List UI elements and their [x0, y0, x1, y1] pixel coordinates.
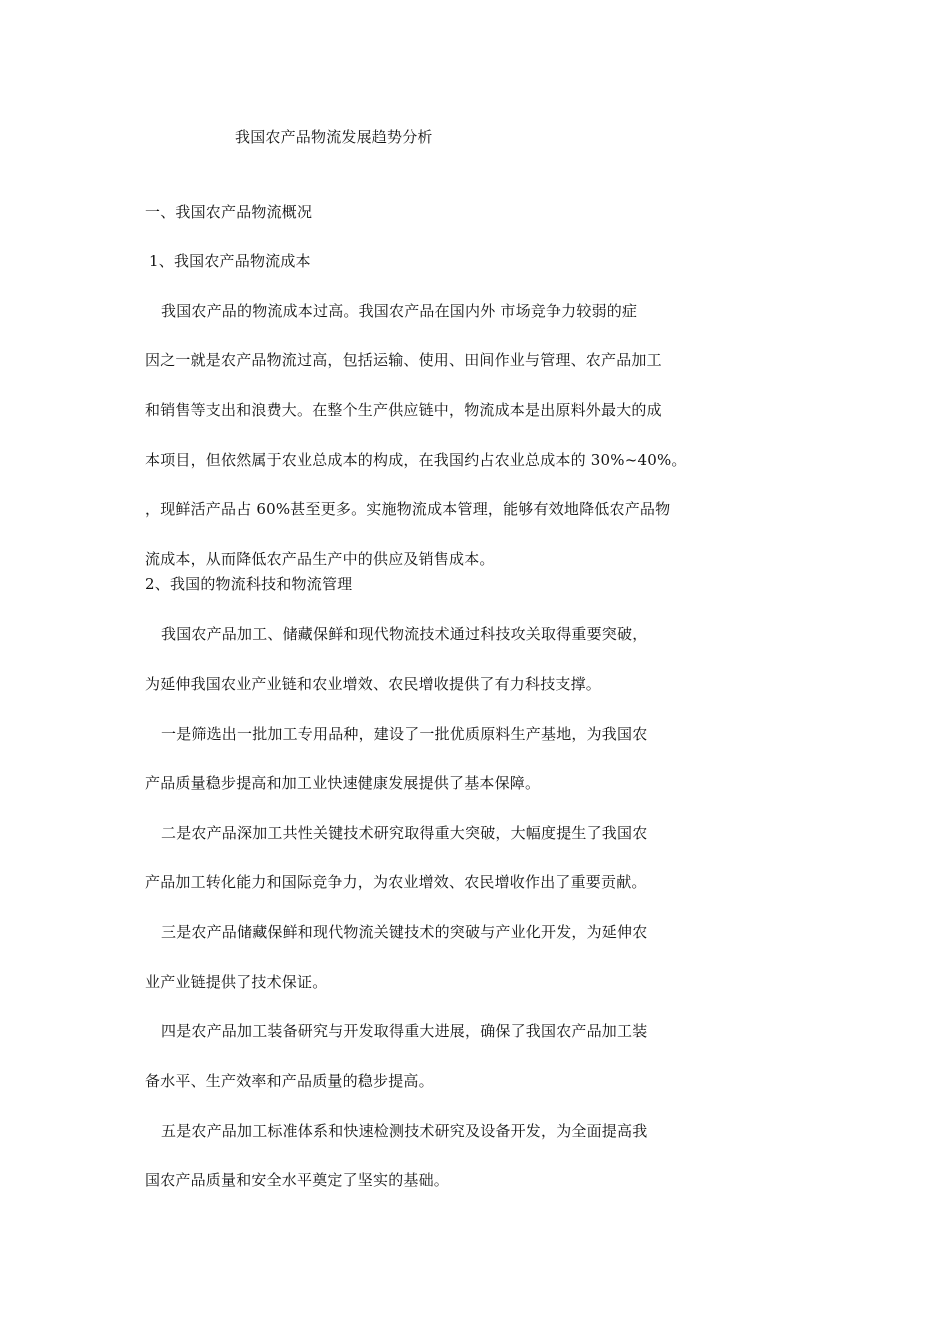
paragraph-line: 我国农产品的物流成本过高。我国农产品在国内外 市场竞争力较弱的症: [161, 302, 638, 320]
paragraph-line: 本项目，但依然属于农业总成本的构成，在我国约占农业总成本的 30%~40%。: [145, 451, 687, 469]
section-heading-1: 一、我国农产品物流概况: [145, 203, 313, 221]
paragraph-line: 三是农产品储藏保鲜和现代物流关键技术的突破与产业化开发，为延伸农: [161, 923, 648, 941]
paragraph-line: 备水平、生产效率和产品质量的稳步提高。: [145, 1072, 434, 1090]
document-title: 我国农产品物流发展趋势分析: [235, 128, 433, 146]
paragraph-line: 五是农产品加工标准体系和快速检测技术研究及设备开发，为全面提高我: [161, 1122, 648, 1140]
paragraph-line: 和销售等支出和浪费大。在整个生产供应链中，物流成本是出原料外最大的成: [145, 401, 662, 419]
paragraph-line: 业产业链提供了技术保证。: [145, 973, 328, 991]
paragraph-line: 流成本，从而降低农产品生产中的供应及销售成本。: [145, 550, 495, 568]
paragraph-line: ，现鲜活产品占 60%甚至更多。实施物流成本管理，能够有效地降低农产品物: [145, 500, 671, 518]
subsection-heading-2: 2、我国的物流科技和物流管理: [145, 575, 353, 593]
paragraph-line: 四是农产品加工装备研究与开发取得重大进展，确保了我国农产品加工装: [161, 1022, 648, 1040]
paragraph-line: 国农产品质量和安全水平奠定了坚实的基础。: [145, 1171, 450, 1189]
paragraph-line: 因之一就是农产品物流过高，包括运输、使用、田间作业与管理、农产品加工: [145, 351, 662, 369]
subsection-heading-1: 1、我国农产品物流成本: [149, 252, 311, 270]
paragraph-line: 产品加工转化能力和国际竞争力，为农业增效、农民增收作出了重要贡献。: [145, 873, 647, 891]
paragraph-line: 产品质量稳步提高和加工业快速健康发展提供了基本保障。: [145, 774, 541, 792]
paragraph-line: 一是筛选出一批加工专用品种，建设了一批优质原料生产基地，为我国农: [161, 725, 648, 743]
paragraph-line: 为延伸我国农业产业链和农业增效、农民增收提供了有力科技支撑。: [145, 675, 602, 693]
paragraph-line: 我国农产品加工、储藏保鲜和现代物流技术通过科技攻关取得重要突破，: [161, 625, 648, 643]
paragraph-line: 二是农产品深加工共性关键技术研究取得重大突破，大幅度提生了我国农: [161, 824, 648, 842]
